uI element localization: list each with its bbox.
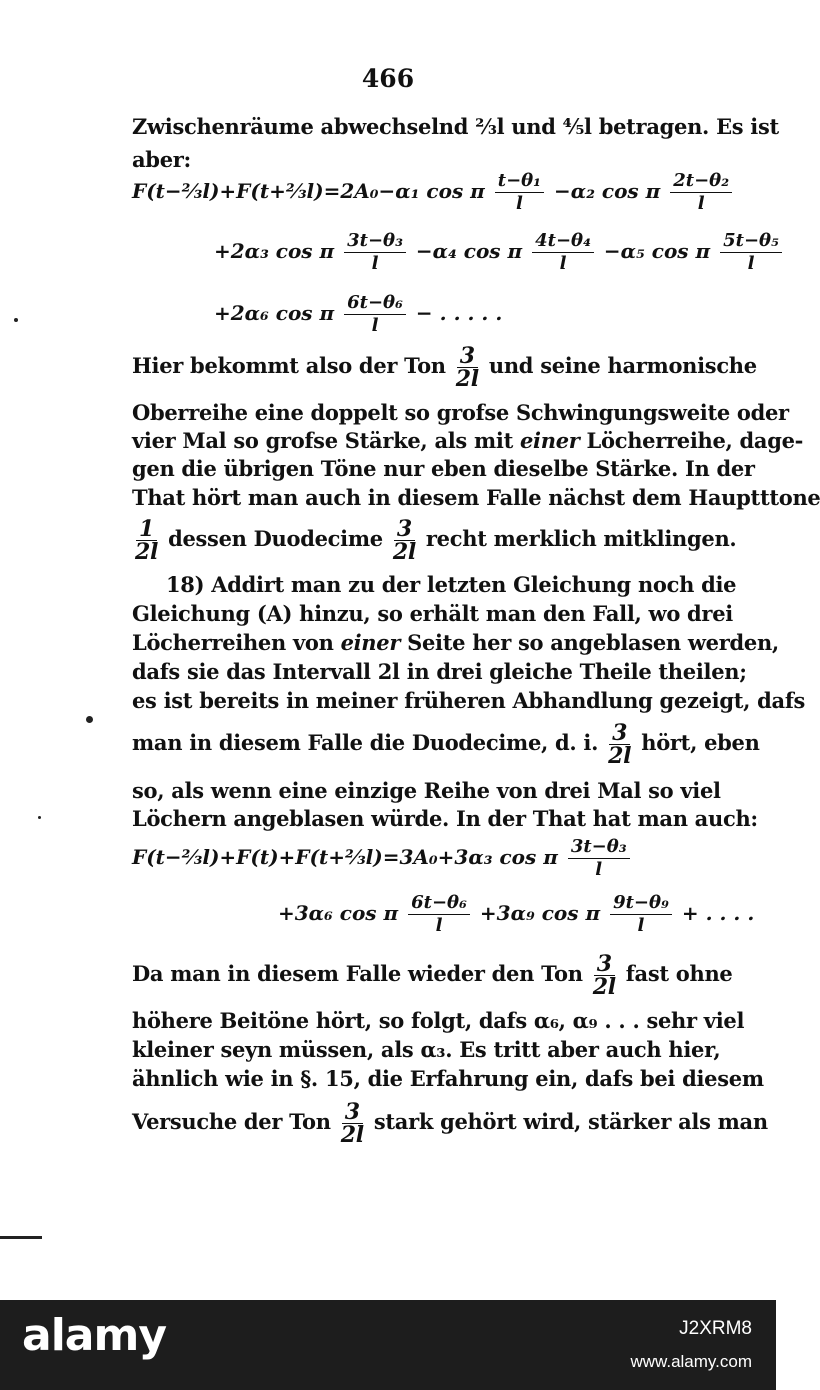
text-line-with-fraction: man in diesem Falle die Duodecime, d. i. $\frac{3}{2l}$ hört, eben [132, 720, 760, 769]
text-line: vier Mal so grofse Stärke, als mit einer Löcherreihe, dage- [132, 428, 804, 453]
text-line: That hört man auch in diesem Falle nächst dem Hauptttone [132, 485, 820, 510]
text-line: Zwischenräume abwechselnd ⅔l und ⅘l betragen. Es ist [132, 114, 779, 139]
image-id: J2XRM8 [679, 1318, 752, 1339]
fraction: $\frac{3}{2l}$ [592, 951, 616, 1000]
text-line: Oberreihe eine doppelt so grofse Schwingungsweite oder [132, 400, 789, 425]
eq1-lhs: F(t−⅔l)+F(t+⅔l)=2A₀−α₁ cos π [132, 179, 485, 203]
eq2-fraction-2: $\frac{\text{4t−θ₄}}{l}$ [532, 230, 594, 275]
fraction: $\frac{3}{2l}$ [455, 343, 479, 392]
text-line: dafs sie das Intervall 2l in drei gleiche Theile theilen; [132, 659, 747, 684]
text-line: Löchern angeblasen würde. In der That hat man auch: [132, 806, 758, 831]
eq2-term-a: +2α₃ cos π [214, 239, 335, 263]
eq5-fraction-2: $\frac{\text{9t−θ₉}}{l}$ [610, 892, 672, 937]
scan-speck [86, 716, 93, 723]
equation-1 [132, 170, 735, 215]
fraction: $\frac{3}{2l}$ [392, 516, 416, 565]
text-line: aber: [132, 147, 191, 172]
scan-speck [14, 318, 18, 322]
text-line: höhere Beitöne hört, so folgt, dafs α₆, α₉ . . . sehr viel [132, 1008, 745, 1033]
eq5-tail: + . . . . [681, 901, 755, 925]
site-url: www.alamy.com [630, 1352, 752, 1371]
eq3-tail: − . . . . . [415, 301, 503, 325]
alamy-logo: alamy [22, 1310, 166, 1361]
fraction: $\frac{1}{2l}$ [135, 516, 159, 565]
text-line: Löcherreihen von einer Seite her so angeblasen werden, [132, 630, 779, 655]
text-line: so, als wenn eine einzige Reihe von drei Mal so viel [132, 778, 721, 803]
text-line: Gleichung (A) hinzu, so erhält man den Fall, wo drei [132, 601, 733, 626]
eq5-term-b: +3α₉ cos π [479, 901, 601, 925]
eq2-fraction-1: $\frac{\text{3t−θ₃}}{l}$ [344, 230, 406, 275]
equation-3 [214, 292, 502, 337]
eq4-fraction: $\frac{\text{3t−θ₃}}{l}$ [568, 836, 630, 881]
equation-5 [278, 892, 754, 937]
eq1-fraction-1: $\frac{\text{t−θ₁}}{l}$ [495, 170, 544, 215]
eq1-mid: −α₂ cos π [554, 179, 661, 203]
fraction: $\frac{3}{2l}$ [608, 720, 632, 769]
text-line: ähnlich wie in §. 15, die Erfahrung ein, dafs bei diesem [132, 1066, 764, 1091]
text-line-with-fraction: Versuche der Ton $\frac{3}{2l}$ stark gehört wird, stärker als man [132, 1099, 768, 1148]
section-18-line: 18) Addirt man zu der letzten Gleichung noch die [166, 572, 737, 597]
text-line-with-fractions: $\frac{1}{2l}$ dessen Duodecime $\frac{3}{2l}$ recht merklich mitklingen. [135, 516, 737, 565]
eq2-term-c: −α₅ cos π [603, 239, 711, 263]
eq3-term-a: +2α₆ cos π [214, 301, 335, 325]
text-line-with-fraction: Da man in diesem Falle wieder den Ton $\frac{3}{2l}$ fast ohne [132, 951, 733, 1000]
text-line-with-fraction: Hier bekommt also der Ton $\frac{3}{2l}$ und seine harmonische [132, 343, 757, 392]
text-line: kleiner seyn müssen, als α₃. Es tritt aber auch hier, [132, 1037, 721, 1062]
page-number: 466 [361, 64, 415, 93]
scan-mark [0, 1236, 42, 1239]
text-line: es ist bereits in meiner früheren Abhandlung gezeigt, dafs [132, 688, 806, 713]
eq3-fraction: $\frac{\text{6t−θ₆}}{l}$ [344, 292, 406, 337]
scan-speck [38, 816, 41, 819]
eq5-fraction-1: $\frac{\text{6t−θ₆}}{l}$ [408, 892, 470, 937]
eq5-term-a: +3α₆ cos π [278, 901, 399, 925]
eq2-term-b: −α₄ cos π [415, 239, 523, 263]
eq4-lhs: F(t−⅔l)+F(t)+F(t+⅔l)=3A₀+3α₃ cos π [132, 845, 558, 869]
eq2-fraction-3: $\frac{\text{5t−θ₅}}{l}$ [720, 230, 782, 275]
text-line: gen die übrigen Töne nur eben dieselbe Stärke. In der [132, 456, 755, 481]
fraction: $\frac{3}{2l}$ [340, 1099, 364, 1148]
eq1-fraction-2: $\frac{\text{2t−θ₂}}{l}$ [670, 170, 732, 215]
equation-4 [132, 836, 633, 881]
equation-2 [214, 230, 785, 275]
watermark-banner [0, 1300, 776, 1390]
